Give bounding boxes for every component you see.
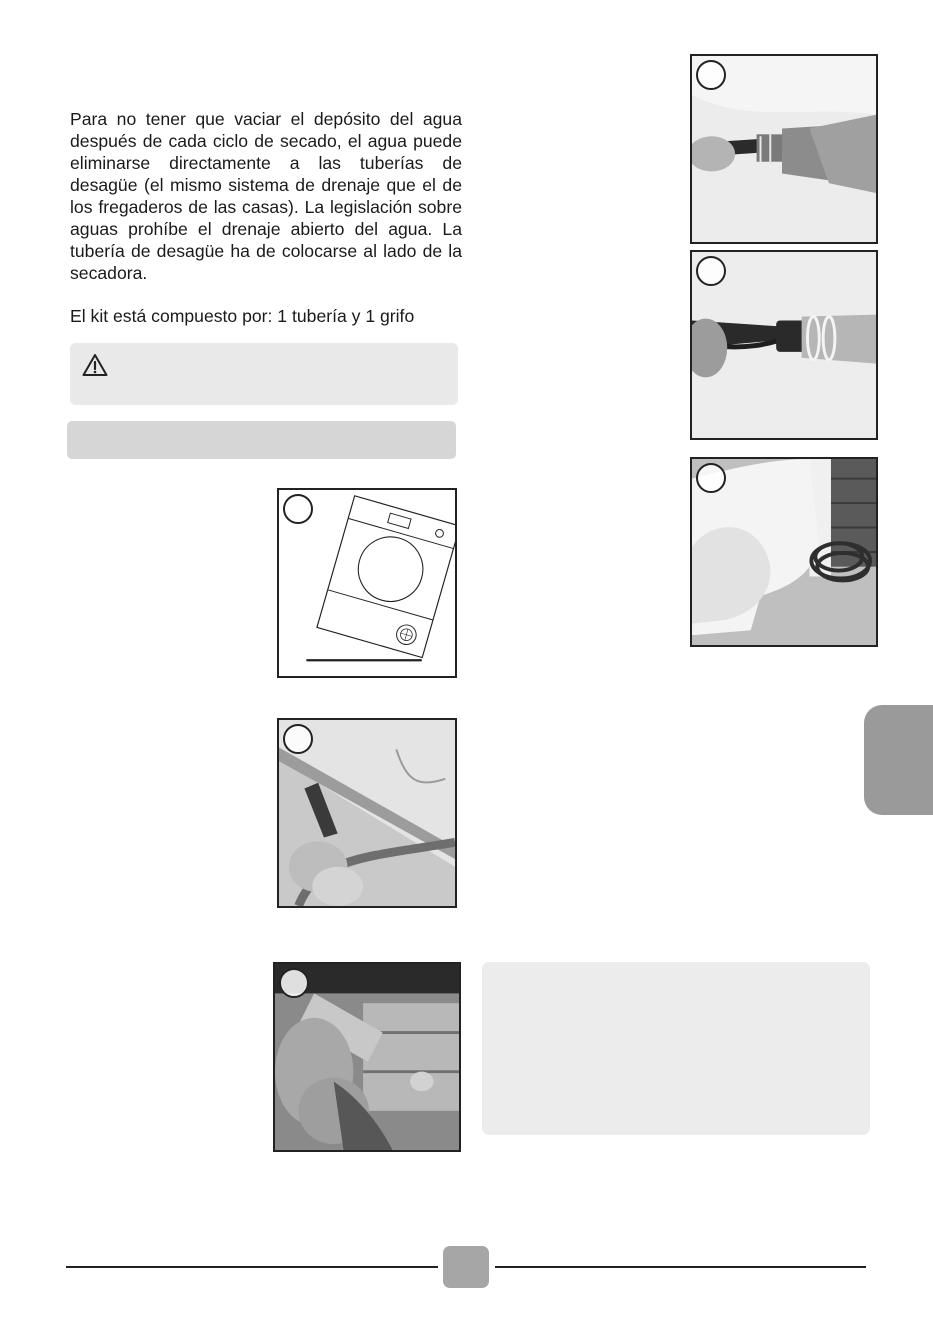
step-marker — [696, 256, 726, 286]
warning-triangle-icon — [82, 353, 108, 377]
note-box — [482, 962, 870, 1135]
step-marker — [283, 724, 313, 754]
page-number-box — [443, 1246, 489, 1288]
language-side-tab — [864, 705, 933, 815]
intro-paragraph: Para no tener que vaciar el depósito del agua después de cada ciclo de secado, el agua puede eliminarse directamente a las tuberías de desagüe (el mismo sistema de drenaje que el de los fregaderos de las casas). La legislación sobre aguas prohíbe el drenaje abierto del agua. La tubería de desagüe ha de colocarse al lado de la secadora. — [70, 109, 462, 283]
step-marker — [696, 463, 726, 493]
figure-hose-clip-photo — [690, 250, 878, 440]
figure-pliers-photo — [277, 718, 457, 908]
kit-contents: El kit está compuesto por: 1 tubería y 1 grifo — [70, 306, 415, 326]
section-header-bar — [67, 421, 456, 459]
footer-rule-left — [66, 1266, 438, 1268]
figure-coiled-hose-photo — [690, 457, 878, 647]
step-marker — [279, 968, 309, 998]
figure-hose-clamp-photo — [690, 54, 878, 244]
warning-box — [70, 343, 458, 405]
footer-rule-right — [495, 1266, 866, 1268]
figure-hose-connection-photo — [273, 962, 461, 1152]
step-marker — [283, 494, 313, 524]
step-marker — [696, 60, 726, 90]
figure-dryer-diagram — [277, 488, 457, 678]
